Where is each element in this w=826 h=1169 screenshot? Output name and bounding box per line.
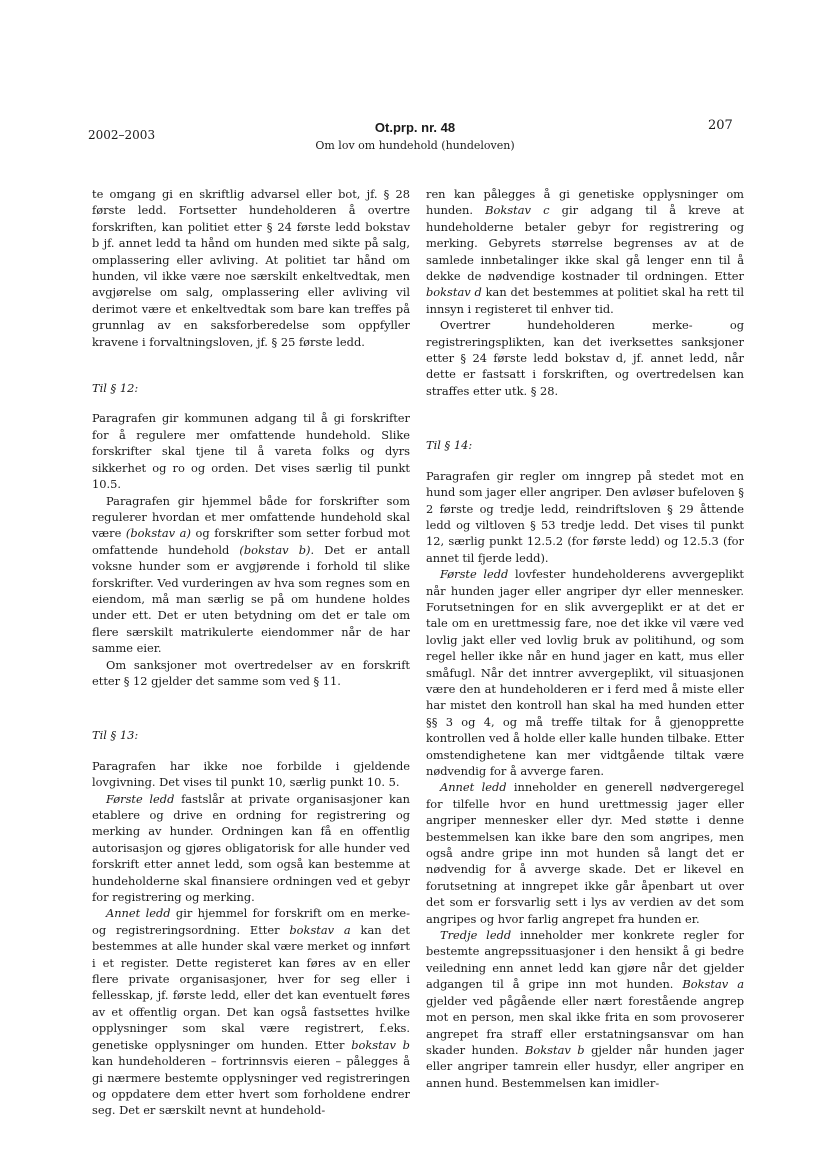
- paragraph: Paragrafen gir kommunen adgang til å gi forskrifter for å regulere mer omfattende hundehold. Slike forskrifter skal tjene til å vareta folks og dyrs sikkerhet og ro og orden. Det vises særlig til punkt 10.5.: [92, 411, 410, 492]
- paragraph: Paragrafen har ikke noe forbilde i gjeldende lovgivning. Det vises til punkt 10, særlig punkt 10. 5.: [92, 758, 410, 790]
- document-subtitle: Om lov om hundehold (hundeloven): [315, 139, 515, 152]
- text: inneholder en generell nødvergeregel for tilfelle hvor en hund urettmessig jager eller angriper mennesker eller dyr. Med støtte i denne bestemmelsen kan ikke bare den som angripes, men også andre gripe inn mot hunden så langt det er nødvendig for å avverge skade. Det er likevel en forutsetning at inngrepet ikke går åpenbart ut over det som er forsvarlig sett i lys av verdien av det som angripes og hvor farlig angrepet fra hunden er.: [426, 780, 744, 926]
- document-title: Ot.prp. nr. 48: [374, 120, 456, 135]
- emphasis: (bokstav a): [125, 526, 191, 541]
- emphasis: bokstav d: [426, 285, 482, 300]
- text: lovfester hundeholderens avvergeplikt når hunden jager eller angriper dyr eller mennesker. Forutsetningen for en slik avvergeplikt er at det er tale om en urettmessig fare, noe det ikke vil være ved lovlig jakt eller ved lovlig bruk av politihund, og som regel heller ikke når en hund jager en katt, mus eller småfugl. Når det inntrer avvergeplikt, vil situasjonen være den at hundeholderen er i ferd med å miste eller har mistet den kontroll han skal ha med hunden etter §§ 3 og 4, og må treffe tiltak for å gjenopprette kontrollen ved å holde eller kalle hunden tilbake. Etter omstendighetene kan mer vidtgående tiltak være nødvendig for å avverge faren.: [426, 567, 744, 778]
- emphasis: Annet ledd: [440, 780, 507, 795]
- section-heading-13: Til § 13:: [92, 728, 139, 743]
- paragraph: [426, 927, 744, 1091]
- emphasis: Første ledd: [440, 567, 509, 582]
- paragraph: [426, 779, 744, 927]
- paragraph: [92, 493, 410, 657]
- text: kan det bestemmes at politiet skal ha rett til innsyn i registeret til enhver tid.: [426, 285, 744, 316]
- left-column: [92, 186, 410, 1119]
- text: inneholder mer konkrete regler for bestemte angrepssituasjoner i den hensikt å gi bedre veiledning enn annet ledd kan gjøre når det gjelder adgangen til å gripe inn mot hunden.: [426, 928, 744, 992]
- section-heading-14: Til § 14:: [426, 438, 473, 453]
- paragraph: [92, 905, 410, 1118]
- paragraph: Paragrafen gir regler om inngrep på stedet mot en hund som jager eller angriper. Den avløser bufeloven § 2 første og tredje ledd, reindriftsloven § 29 åttende ledd og viltloven § 53 tredje ledd. Det vises til punkt 12, særlig punkt 12.5.2 (for første ledd) og 12.5.3 (for annet til fjerde ledd).: [426, 468, 744, 565]
- paragraph: Overtrer hundeholderen merke- og registreringsplikten, kan det iverksettes sanksjoner etter § 24 første ledd bokstav d, jf. annet ledd, når dette er fastsatt i forskriften, og overtredelsen kan straffes etter utk. § 28.: [426, 318, 744, 398]
- emphasis: Tredje ledd: [440, 928, 512, 943]
- text: kan det bestemmes at alle hunder skal være merket og innført i et register. Dette registeret kan føres av en eller flere private organisasjoner, hver for seg eller i fellesskap, jf. første ledd, eller det kan eventuelt føres av et offentlig organ. Det kan også fastsettes hvilke opplysninger som skal være registrert, f.eks. genetiske opplysninger om hunden. Etter: [92, 922, 411, 1052]
- header-center: [230, 120, 600, 152]
- paragraph: [426, 566, 744, 779]
- text: . Det er antall voksne hunder som er avgjørende i forhold til slike forskrifter. Ved vurderingen av hva som regnes som en eiendom, må man særlig se på om hundene holdes under ett. Det er uten betydning om det er tale om flere særskilt matrikulerte eiendommer når de har samme eier.: [92, 542, 410, 656]
- text: gjelder når hunden jager eller angriper tamrein eller husdyr, eller angriper en annen hund. Bestemmelsen kan imidler-: [426, 1042, 745, 1090]
- text: gjelder ved pågående eller nært forestående angrep mot en person, men skal ikke frita en som provoserer angrepet fra straff eller erstatningsansvar om han skader hunden.: [426, 993, 744, 1057]
- paragraph: [426, 186, 744, 317]
- emphasis: Første ledd: [106, 791, 175, 806]
- emphasis: Bokstav c: [485, 203, 550, 218]
- text: Paragrafen gir hjemmel både for forskrifter som regulerer hvordan et mer omfattende hundehold skal være: [92, 493, 410, 541]
- text: kan hundeholderen – fortrinnsvis eieren – pålegges å gi nærmere bestemte opplysninger ved registreringen og oppdatere dem etter hvert som forholdene endrer seg. Det er særskilt nevnt at hundehold-: [92, 1054, 410, 1118]
- header-years: 2002–2003: [88, 128, 156, 142]
- paragraph: Om sanksjoner mot overtredelser av en forskrift etter § 12 gjelder det samme som ved § 11.: [92, 657, 410, 688]
- emphasis: Bokstav b: [525, 1042, 585, 1057]
- right-column: [426, 186, 744, 1091]
- emphasis: (bokstav b): [239, 542, 311, 557]
- section-heading-12: Til § 12:: [92, 381, 139, 396]
- text: gir hjemmel for forskrift om en merke- og registreringsordning. Etter: [92, 906, 410, 937]
- paragraph: [92, 791, 410, 906]
- paragraph: te omgang gi en skriftlig advarsel eller bot, jf. § 28 første ledd. Fortsetter hundeholderen å overtre forskriften, kan politiet etter § 24 første ledd bokstav b jf. annet ledd ta hånd om hunden med sikte på salg, omplassering eller avliving. At politiet tar hånd om hunden, vil ikke være noe særskilt enkeltvedtak, men avgjørelse om salg, omplassering eller avliving vil derimot være et enkeltvedtak som bare kan treffes på grunnlag av en saksforberedelse som oppfyller kravene i forvaltningsloven, jf. § 25 første ledd.: [92, 187, 410, 349]
- emphasis: bokstav b: [351, 1037, 410, 1052]
- text: ren kan pålegges å gi genetiske opplysninger om hunden.: [426, 187, 744, 218]
- text: gir adgang til å kreve at hundeholderne betaler gebyr for registrering og merking. Gebyrets størrelse begrenses av at de samlede innbetalinger ikke skal gå lenger enn til å dekke de nødvendige kostnader til ordningen. Etter: [426, 203, 745, 284]
- emphasis: bokstav a: [289, 922, 351, 937]
- emphasis: Bokstav a: [682, 977, 744, 992]
- text: og forskrifter som setter forbud mot omfattende hundehold: [92, 526, 410, 557]
- page-number: 207: [708, 118, 733, 133]
- emphasis: Annet ledd: [106, 906, 171, 921]
- text: fastslår at private organisasjoner kan etablere og drive en ordning for registrering og merking av hunder. Ordningen kan få en offentlig autorisasjon og gjøres obligatorisk for alle hunder ved forskrift etter annet ledd, som også kan bestemme at hundeholderne skal finansiere ordningen ved et gebyr for registrering og merking.: [92, 791, 410, 905]
